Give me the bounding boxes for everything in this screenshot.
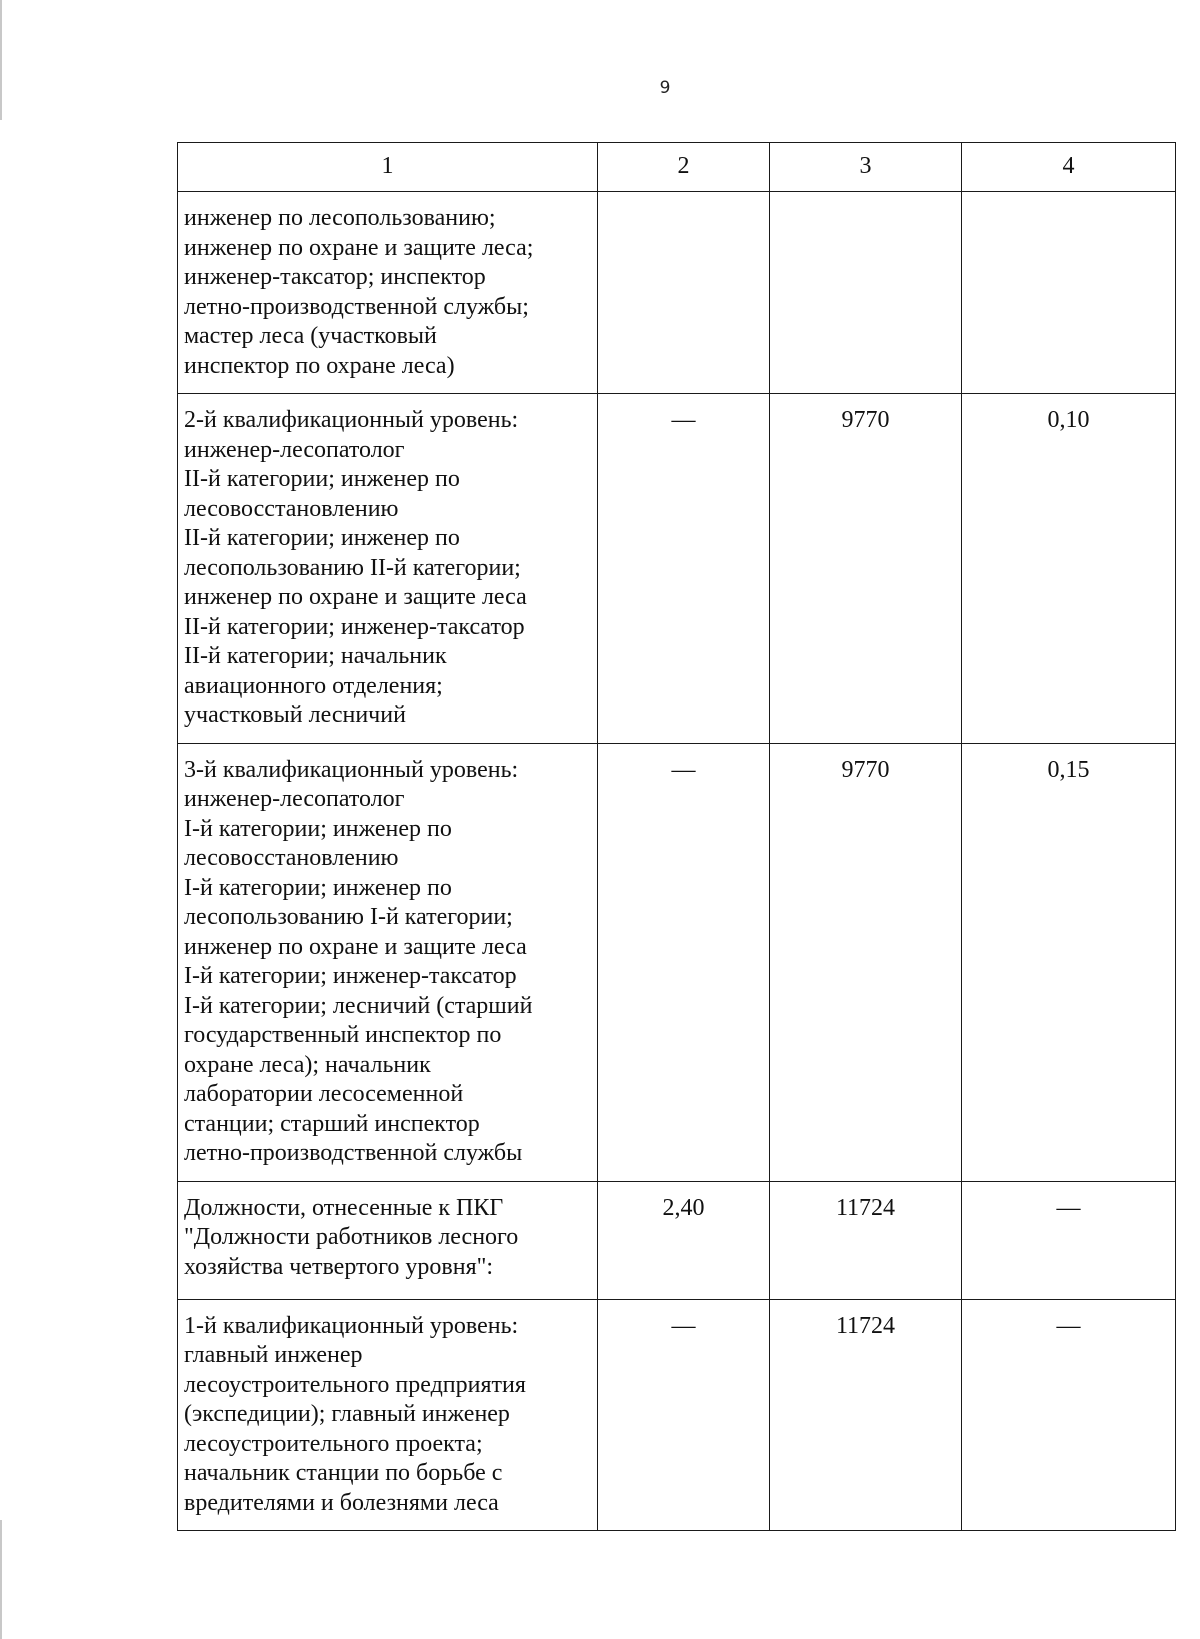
column-header-4: 4 bbox=[962, 143, 1176, 192]
scan-edge-bottom bbox=[0, 1520, 2, 1639]
table-row bbox=[178, 1299, 1176, 1531]
cell-col3: 11724 bbox=[770, 1181, 962, 1299]
cell-col4: — bbox=[962, 1181, 1176, 1299]
position-description: инженер по лесопользованию; инженер по охране и защите леса; инженер-таксатор; инспектор летно-производственной службы; мастер леса (участковый инспектор по охране леса) bbox=[178, 192, 598, 394]
position-description: 2-й квалификационный уровень: инженер-лесопатолог II-й категории; инженер по лесовосстановлению II-й категории; инженер по лесопользованию II-й категории; инженер по охране и защите леса II-й категории; инженер-таксатор II-й категории; начальник авиационного отделения; участковый лесничий bbox=[178, 394, 598, 744]
column-header-2: 2 bbox=[598, 143, 770, 192]
table-row bbox=[178, 192, 1176, 394]
cell-col2: — bbox=[598, 743, 770, 1181]
position-description: Должности, отнесенные к ПКГ "Должности работников лесного хозяйства четвертого уровня": bbox=[178, 1181, 598, 1299]
column-header-3: 3 bbox=[770, 143, 962, 192]
table-row bbox=[178, 394, 1176, 744]
table-row bbox=[178, 743, 1176, 1181]
cell-col2: 2,40 bbox=[598, 1181, 770, 1299]
cell-col3 bbox=[770, 192, 962, 394]
scan-edge-top bbox=[0, 0, 2, 120]
cell-col4: — bbox=[962, 1299, 1176, 1531]
table-header-row bbox=[178, 143, 1176, 192]
cell-col2: — bbox=[598, 1299, 770, 1531]
page-number: 9 bbox=[659, 78, 671, 98]
column-header-1: 1 bbox=[178, 143, 598, 192]
cell-col4: 0,15 bbox=[962, 743, 1176, 1181]
position-description: 1-й квалификационный уровень: главный инженер лесоустроительного предприятия (экспедиции); главный инженер лесоустроительного проекта; начальник станции по борьбе с вредителями и болезнями леса bbox=[178, 1299, 598, 1531]
positions-table bbox=[177, 142, 1176, 1531]
position-description: 3-й квалификационный уровень: инженер-лесопатолог I-й категории; инженер по лесовосстановлению I-й категории; инженер по лесопользованию I-й категории; инженер по охране и защите леса I-й категории; инженер-таксатор I-й категории; лесничий (старший государственный инспектор по охране леса); начальник лаборатории лесосеменной станции; старший инспектор летно-производственной службы bbox=[178, 743, 598, 1181]
cell-col2 bbox=[598, 192, 770, 394]
cell-col3: 11724 bbox=[770, 1299, 962, 1531]
cell-col2: — bbox=[598, 394, 770, 744]
cell-col4: 0,10 bbox=[962, 394, 1176, 744]
cell-col4 bbox=[962, 192, 1176, 394]
table-row bbox=[178, 1181, 1176, 1299]
cell-col3: 9770 bbox=[770, 394, 962, 744]
cell-col3: 9770 bbox=[770, 743, 962, 1181]
